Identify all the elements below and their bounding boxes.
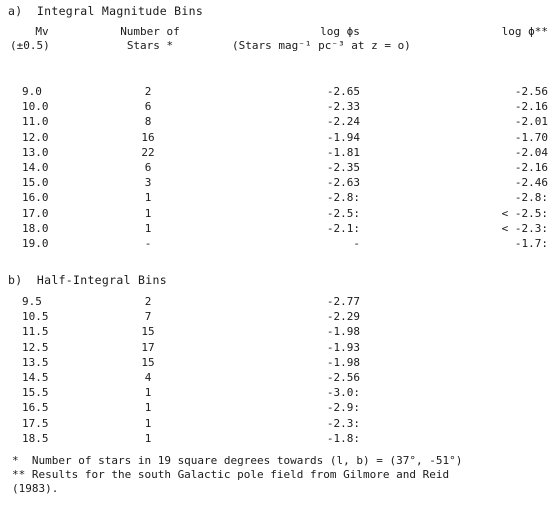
count-cell: 16 <box>141 130 155 144</box>
table-row <box>0 416 560 431</box>
mv-cell: 12.0 <box>22 130 49 144</box>
table-row <box>0 236 560 251</box>
table-row <box>0 221 560 236</box>
count-cell: 2 <box>144 85 152 98</box>
count-cell: 15 <box>141 325 155 339</box>
mv-cell: 10.0 <box>22 100 49 114</box>
log-phi-cell: -1.8: <box>326 431 360 445</box>
header-log-phi-s: log ϕs <box>320 25 360 38</box>
log-phi-cell: -2.9: <box>326 401 360 415</box>
table-row <box>0 190 560 205</box>
count-cell: 1 <box>144 401 152 415</box>
log-phi-cell: -2.56 <box>326 371 360 384</box>
log-phi-reference-cell: -2.04 <box>514 145 548 159</box>
count-cell: 7 <box>144 310 152 324</box>
mv-cell: 14.5 <box>22 371 49 384</box>
log-phi-cell: -1.98 <box>326 355 360 369</box>
count-cell: 1 <box>144 416 152 430</box>
mv-cell: 18.5 <box>22 431 49 445</box>
header-number-of: Number of <box>120 25 180 38</box>
mv-cell: 15.5 <box>22 386 49 400</box>
mv-cell: 17.5 <box>22 416 49 430</box>
header-stars: Stars * <box>126 39 174 52</box>
log-phi-cell: -2.35 <box>326 161 360 174</box>
log-phi-cell: -2.3: <box>326 416 360 430</box>
count-cell: 1 <box>144 221 152 235</box>
log-phi-cell: -3.0: <box>326 386 360 400</box>
count-cell: 4 <box>144 371 152 384</box>
mv-cell: 11.0 <box>22 115 49 129</box>
table-row <box>0 145 560 160</box>
mv-cell: 16.0 <box>22 191 49 205</box>
log-phi-cell: -2.24 <box>326 115 360 129</box>
table-row <box>0 324 560 339</box>
table-row <box>0 294 560 309</box>
count-cell: 1 <box>144 206 152 220</box>
log-phi-cell: -1.94 <box>326 130 360 144</box>
footnote-double-star-line2: (1983). <box>12 482 59 495</box>
count-cell: 17 <box>141 340 155 354</box>
count-cell: 1 <box>144 431 152 445</box>
log-phi-cell: -2.5: <box>326 206 360 220</box>
count-cell: 15 <box>141 355 155 369</box>
log-phi-reference-cell: -2.16 <box>514 161 548 174</box>
mv-cell: 11.5 <box>22 325 49 339</box>
log-phi-cell: -2.63 <box>326 176 360 190</box>
header-mv: Mv <box>35 25 49 38</box>
mv-cell: 13.0 <box>22 145 49 159</box>
log-phi-cell: -2.33 <box>326 100 360 114</box>
section-a-title: a) Integral Magnitude Bins <box>8 4 204 18</box>
footnote-star: * Number of stars in 19 square degrees towards (l, b) = (37°, -51°) <box>12 454 463 467</box>
log-phi-reference-cell: -2.8: <box>514 191 548 205</box>
count-cell: 1 <box>144 191 152 205</box>
log-phi-reference-cell: -1.7: <box>514 237 548 250</box>
table-row <box>0 130 560 145</box>
log-phi-reference-cell: -2.46 <box>514 176 548 190</box>
mv-cell: 17.0 <box>22 206 49 220</box>
log-phi-reference-cell: -1.70 <box>514 130 548 144</box>
count-cell: 6 <box>144 100 152 114</box>
log-phi-cell: - <box>353 237 360 250</box>
count-cell: 3 <box>144 176 152 190</box>
mv-cell: 9.5 <box>22 295 42 308</box>
count-cell: 6 <box>144 161 152 174</box>
section-b-title: b) Half-Integral Bins <box>8 273 167 287</box>
log-phi-cell: -1.81 <box>326 145 360 159</box>
table-row <box>0 309 560 324</box>
log-phi-reference-cell: < -2.3: <box>501 221 548 235</box>
log-phi-cell: -1.93 <box>326 340 360 354</box>
footnote-double-star-line1: ** Results for the south Galactic pole field from Gilmore and Reid <box>12 468 450 481</box>
count-cell: 2 <box>144 295 152 308</box>
count-cell: 22 <box>141 145 155 159</box>
count-cell: - <box>144 237 152 250</box>
mv-cell: 15.0 <box>22 176 49 190</box>
mv-cell: 9.0 <box>22 85 42 98</box>
log-phi-cell: -2.29 <box>326 310 360 324</box>
log-phi-cell: -2.1: <box>326 221 360 235</box>
mv-cell: 18.0 <box>22 221 49 235</box>
table-row <box>0 370 560 385</box>
mv-cell: 14.0 <box>22 161 49 174</box>
mv-cell: 13.5 <box>22 355 49 369</box>
table-row <box>0 385 560 400</box>
table-row <box>0 114 560 129</box>
table-row <box>0 431 560 446</box>
count-cell: 1 <box>144 386 152 400</box>
table-row <box>0 340 560 355</box>
table-row <box>0 84 560 99</box>
log-phi-cell: -2.65 <box>326 85 360 98</box>
table-row <box>0 206 560 221</box>
header-units: (Stars mag⁻¹ pc⁻³ at z = o) <box>232 39 411 52</box>
log-phi-cell: -1.98 <box>326 325 360 339</box>
mv-cell: 12.5 <box>22 340 49 354</box>
count-cell: 8 <box>144 115 152 129</box>
log-phi-reference-cell: -2.01 <box>514 115 548 129</box>
log-phi-reference-cell: < -2.5: <box>501 206 548 220</box>
log-phi-reference-cell: -2.56 <box>514 85 548 98</box>
log-phi-cell: -2.8: <box>326 191 360 205</box>
log-phi-cell: -2.77 <box>326 295 360 308</box>
table-row <box>0 175 560 190</box>
mv-cell: 16.5 <box>22 401 49 415</box>
table-row <box>0 355 560 370</box>
header-mv-range: (±0.5) <box>10 39 50 52</box>
log-phi-reference-cell: -2.16 <box>514 100 548 114</box>
header-log-phi-reference: log ϕ** <box>501 25 548 38</box>
table-row <box>0 99 560 114</box>
table-row <box>0 160 560 175</box>
mv-cell: 10.5 <box>22 310 49 324</box>
mv-cell: 19.0 <box>22 237 49 250</box>
table-row <box>0 400 560 415</box>
